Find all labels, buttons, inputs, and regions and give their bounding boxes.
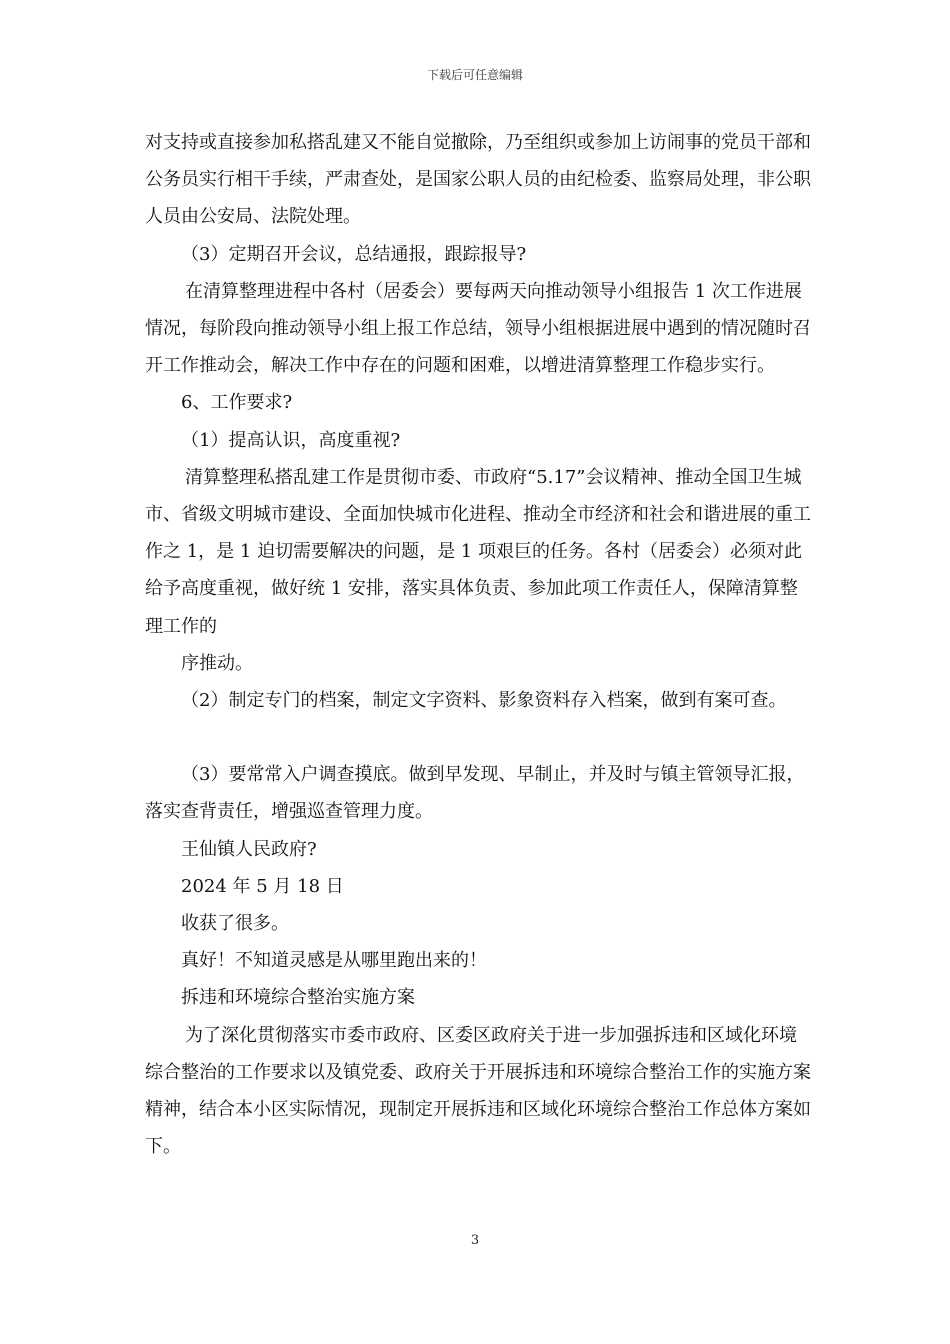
paragraph-8: （2）制定专门的档案，制定文字资料、影象资料存入档案，做到有案可查。 bbox=[181, 690, 787, 712]
paragraph-5: （1）提高认识，高度重视? bbox=[181, 429, 401, 451]
paragraph-6: 清算整理私搭乱建工作是贯彻市委、市政府“5.17”会议精神、推动全国卫生城市、省级文明城市建设、全面加快城市化进程、推动全市经济和社会和谐进展的重工作之 1，是 1 迫切需要解决的问题，是 1 项艰巨的任务。各村（居委会）必须对此给予高度重视，做好统 1 安排，落实具体负责、参加此项工作责任人，保障清算整理工作的 bbox=[145, 466, 811, 637]
page-number: 3 bbox=[470, 1233, 480, 1248]
paragraph-1: 对支持或直接参加私搭乱建又不能自觉撤除，乃至组织或参加上访闹事的党员干部和公务员实行相干手续，严肃查处，是国家公职人员的由纪检委、监察局处理，非公职人员由公安局、法院处理。 bbox=[145, 132, 811, 228]
document-body bbox=[145, 124, 813, 1165]
paragraph-10: 王仙镇人民政府? bbox=[181, 838, 317, 860]
paragraph-13: 真好！不知道灵感是从哪里跑出来的！ bbox=[181, 950, 487, 972]
paragraph-3: 在清算整理进程中各村（居委会）要每两天向推动领导小组报告 1 次工作进展情况，每阶段向推动领导小组上报工作总结，领导小组根据进展中遇到的情况随时召开工作推动会，解决工作中存在的问题和困难，以增进清算整理工作稳步实行。 bbox=[145, 280, 811, 377]
paragraph-2: （3）定期召开会议，总结通报，跟踪报导? bbox=[181, 243, 527, 265]
page-header: 下载后可任意编辑 bbox=[426, 68, 523, 82]
paragraph-15: 为了深化贯彻落实市委市政府、区委区政府关于进一步加强拆违和区域化环境综合整治的工作要求以及镇党委、政府关于开展拆违和环境综合整治工作的实施方案精神，结合本小区实际情况，现制定开展拆违和区域化环境综合整治工作总体方案如下。 bbox=[145, 1024, 811, 1158]
paragraph-4: 6、工作要求? bbox=[181, 392, 293, 414]
paragraph-7: 序推动。 bbox=[181, 652, 253, 674]
paragraph-11: 2024 年 5 月 18 日 bbox=[181, 875, 344, 897]
paragraph-9: （3）要常常入户调查摸底。做到早发现、早制止，并及时与镇主管领导汇报，落实查背责任，增强巡查管理力度。 bbox=[145, 764, 805, 823]
paragraph-14: 拆违和环境综合整治实施方案 bbox=[181, 987, 415, 1009]
paragraph-12: 收获了很多。 bbox=[181, 913, 289, 935]
